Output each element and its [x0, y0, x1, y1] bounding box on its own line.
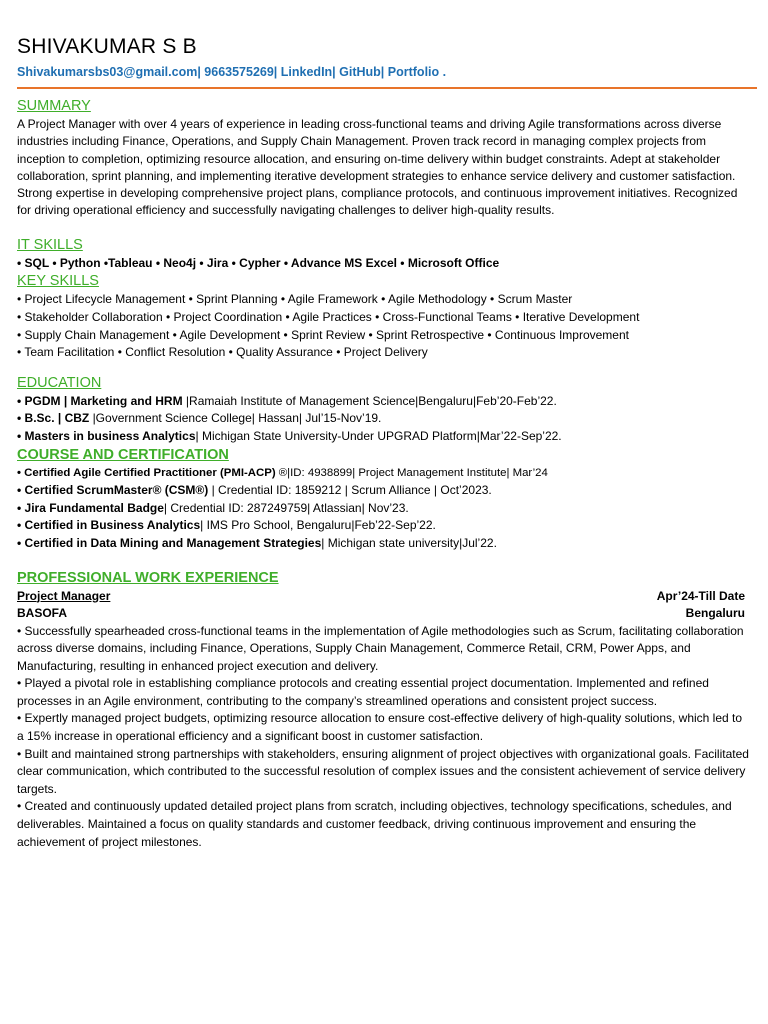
experience-bullet: • Expertly managed project budgets, optimizing resource allocation to ensure cost-effective delivery of high-quality solutions, which led to a 15% increase in operational efficiency and a significant boost in customer satisfaction.	[17, 711, 743, 744]
key-skills-line: • Stakeholder Collaboration • Project Coordination • Agile Practices • Cross-Functional Teams • Iterative Development	[17, 309, 640, 324]
key-skills-line: • Project Lifecycle Management • Sprint Planning • Agile Framework • Agile Methodology • Scrum Master	[17, 292, 573, 307]
key-skills-line: • Team Facilitation • Conflict Resolution • Quality Assurance • Project Delivery	[17, 345, 428, 360]
certification-name: • Jira Fundamental Badge	[17, 500, 164, 515]
certification-heading: COURSE AND CERTIFICATION	[17, 446, 229, 463]
experience-bullet: • Successfully spearheaded cross-functional teams in the implementation of Agile methodologies such as Scrum, facilitating collaboration across diverse domains, including Finance, Operations, Supply Chain Management, Commerce Retail, CRM, Power Apps, and Manufacturing, resulting in enhanced project execution and delivery.	[17, 623, 744, 673]
certification-item	[17, 500, 751, 518]
education-item	[17, 428, 751, 446]
experience-heading: PROFESSIONAL WORK EXPERIENCE	[17, 569, 279, 586]
education-degree: • B.Sc. | CBZ	[17, 411, 90, 426]
experience-bullet: • Created and continuously updated detailed project plans from scratch, including objectives, technology specifications, schedules, and deliverables. Maintained a focus on quality standards and customer feedback, driving continuous improvement and ensuring the achievement of project milestones.	[17, 799, 732, 849]
certification-item	[17, 535, 751, 553]
key-skills-line: • Supply Chain Management • Agile Development • Sprint Review • Sprint Retrospective • Continuous Improvement	[17, 327, 629, 342]
certification-details: | Michigan state university|Jul’22.	[321, 535, 497, 550]
certification-item	[17, 465, 751, 483]
certification-details: | IMS Pro School, Bengaluru|Feb’22-Sep’22.	[200, 518, 436, 533]
it-skills-list: • SQL • Python •Tableau • Neo4j • Jira • Cypher • Advance MS Excel • Microsoft Office	[17, 255, 500, 270]
education-item	[17, 410, 751, 428]
education-degree: • Masters in business Analytics	[17, 428, 196, 443]
certification-name: • Certified in Business Analytics	[17, 518, 201, 533]
education-item	[17, 393, 751, 411]
education-details: |Ramaiah Institute of Management Science|Bengaluru|Feb’20-Feb’22.	[182, 393, 557, 408]
certification-item	[17, 517, 751, 535]
experience-bullet: • Played a pivotal role in establishing compliance protocols and creating essential project documentation. Implemented and refined processes in an Agile environment, contributing to the company’s streamlined operations and consistent project success.	[17, 676, 709, 708]
certification-details: | Credential ID: 287249759| Atlassian| Nov’23.	[163, 500, 409, 515]
education-heading: EDUCATION	[17, 374, 102, 391]
education-details: |Government Science College| Hassan| Jul’15-Nov’19.	[89, 411, 382, 426]
candidate-name: SHIVAKUMAR S B	[17, 35, 197, 58]
key-skills-heading: KEY SKILLS	[17, 273, 99, 290]
education-degree: • PGDM | Marketing and HRM	[17, 393, 183, 408]
job-location: Bengaluru	[685, 606, 745, 620]
certification-details: ®|ID: 4938899| Project Management Institute| Mar’24	[275, 466, 548, 479]
certification-details: | Credential ID: 1859212 | Scrum Alliance | Oct’2023.	[208, 483, 492, 498]
certification-name: • Certified in Data Mining and Management Strategies	[17, 535, 322, 550]
job-dates: Apr’24-Till Date	[656, 588, 745, 603]
experience-bullet: • Built and maintained strong partnerships with stakeholders, ensuring alignment of project objectives with organizational goals. Facilitated clear communication, which contributed to the successful resolution of complex issues and the consistent achievement of service delivery targets.	[17, 746, 749, 796]
job-company-row	[17, 605, 745, 623]
education-details: | Michigan State University-Under UPGRAD Platform|Mar’22-Sep’22.	[195, 428, 562, 443]
job-role: Project Manager	[17, 588, 111, 603]
certification-name: • Certified ScrumMaster® (CSM®)	[17, 483, 209, 498]
certification-name: • Certified Agile Certified Practitioner (PMI-ACP)	[17, 466, 276, 479]
certification-item	[17, 482, 751, 500]
it-skills-heading: IT SKILLS	[17, 236, 83, 253]
job-header-row	[17, 588, 745, 606]
summary-heading: SUMMARY	[17, 98, 91, 114]
summary-text: A Project Manager with over 4 years of experience in leading cross-functional teams and driving Agile transformations across diverse industries including Finance, Operations, and Supply Chain Management. Proven track record in managing complex projects from inception to completion, optimizing resource allocation, and ensuring on-time delivery within budget constraints. Adept at stakeholder collaboration, sprint planning, and implementing iterative development strategies to enhance service delivery and customer satisfaction. Strong expertise in developing comprehensive project plans, compliance protocols, and continuous improvement initiatives. Recognized for driving operational efficiency and successfully navigating challenges to deliver high-quality results.	[17, 117, 738, 218]
contact-line[interactable]: Shivakumarsbs03@gmail.com| 9663575269| LinkedIn| GitHub| Portfolio .	[17, 65, 447, 79]
job-company: BASOFA	[17, 606, 68, 620]
